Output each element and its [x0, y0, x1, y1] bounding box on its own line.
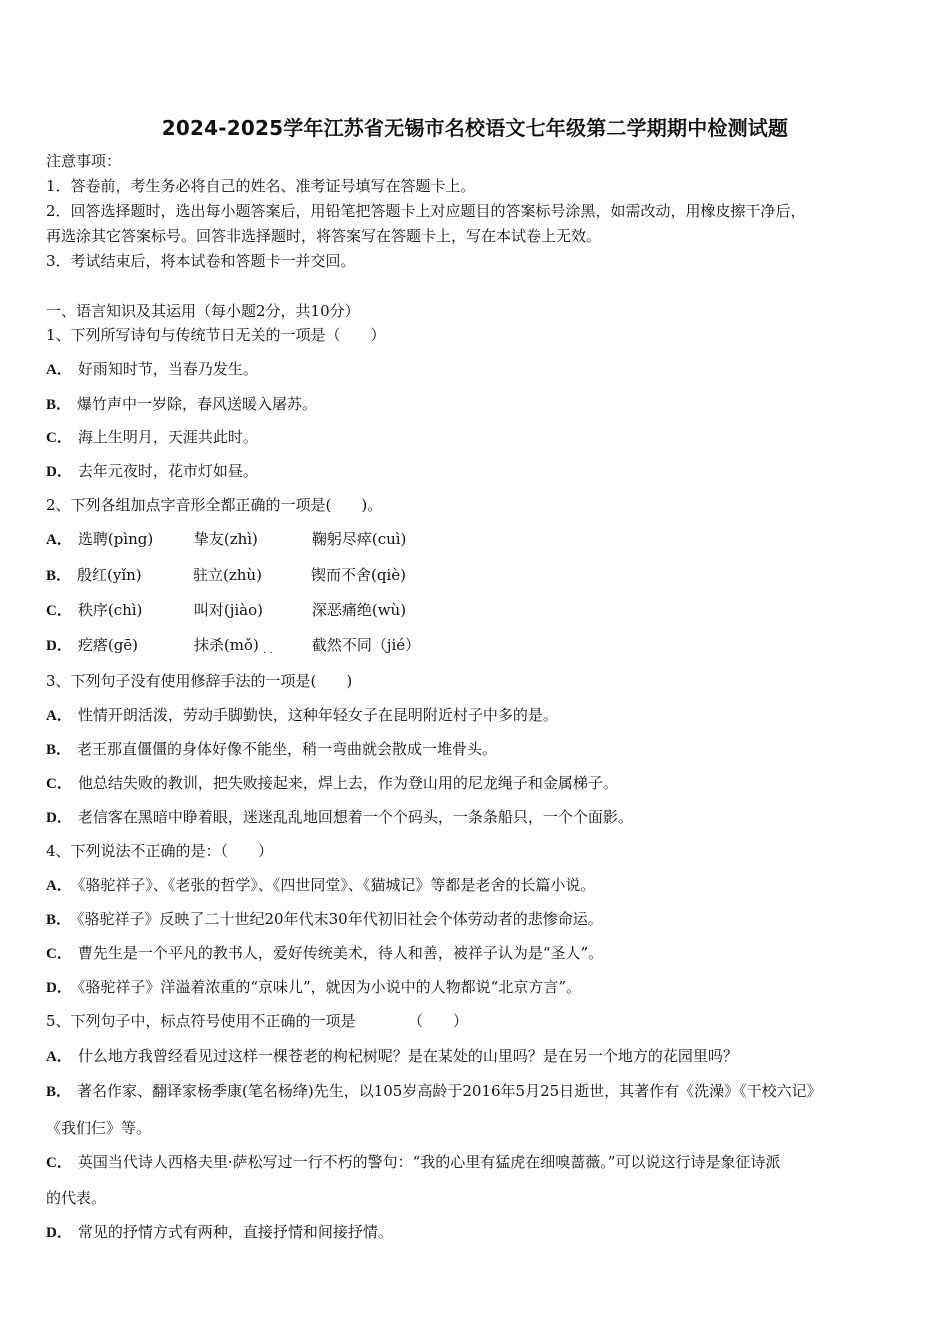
word-1: 疙瘩(gē) [77, 636, 139, 654]
q5-option-d [46, 1221, 906, 1244]
option-letter: A． [46, 532, 72, 548]
word-3: 截然不同（jié） [311, 636, 421, 654]
option-letter: B． [46, 568, 72, 584]
option-text: 去年元夜时，花市灯如昼。 [77, 462, 258, 480]
option-letter: C． [46, 430, 72, 446]
q1-option-d [46, 460, 906, 483]
notice-item-2-cont: 再选涂其它答案标号。回答非选择题时，将答案写在答题卡上，写在本试卷上无效。 [46, 227, 602, 245]
option-text: 爆竹声中一岁除，春风送暖入屠苏。 [77, 395, 318, 413]
option-letter: C． [46, 776, 72, 792]
option-text: 常见的抒情方式有两种，直接抒情和间接抒情。 [77, 1223, 393, 1241]
q5-option-b-cont: 《我们仨》等。 [46, 1119, 152, 1137]
q1-stem: 1、下列所写诗句与传统节日无关的一项是（ ） [46, 326, 386, 344]
word-1: 殷红(yǐn) [77, 566, 142, 584]
option-letter: C． [46, 603, 72, 619]
q4-option-d [46, 976, 906, 999]
notice-item-3: 3．考试结束后，将本试卷和答题卡一并交回。 [46, 252, 356, 270]
q5-option-a [46, 1045, 906, 1068]
word-1: 选聘(pìng) [77, 530, 154, 548]
option-letter: D． [46, 1225, 72, 1241]
option-letter: D． [46, 638, 72, 654]
option-text: 海上生明月，天涯共此时。 [77, 428, 258, 446]
option-text: 什么地方我曾经看见过这样一棵苍老的枸杞树呢？是在某处的山里吗？是在另一个地方的花园里吗？ [77, 1047, 738, 1065]
q3-option-b [46, 738, 906, 761]
q2-option-d [46, 634, 906, 657]
option-letter: A． [46, 708, 72, 724]
option-text: 著名作家、翻译家杨季康(笔名杨绛)先生，以105岁高龄于2016年5月25日逝世，其著作有《洗澡》《干校六记》 [77, 1082, 822, 1100]
option-letter: D． [46, 980, 72, 996]
notice-item-2: 2．回答选择题时，选出每小题答案后，用铅笔把答题卡上对应题目的答案标号涂黑，如需改动，用橡皮擦干净后， [46, 202, 806, 220]
option-letter: A． [46, 362, 72, 378]
word-2: 挚友(zhì) [193, 530, 258, 548]
section-heading: 一、语言知识及其运用（每小题2分，共10分） [46, 302, 360, 320]
option-text: 《骆驼祥子》反映了二十世纪20年代末30年代初旧社会个体劳动者的悲惨命运。 [77, 910, 603, 928]
q3-stem: 3、下列句子没有使用修辞手法的一项是( ) [46, 672, 353, 690]
q2-option-a [46, 528, 906, 551]
word-2: 抹杀(mǒ) [193, 636, 259, 654]
q4-option-b [46, 908, 906, 931]
q4-option-c [46, 942, 906, 965]
word-2: 叫对(jiào) [193, 601, 263, 619]
emphasis-dots: · · [263, 648, 273, 659]
notice-item-1: 1．答卷前，考生务必将自己的姓名、准考证号填写在答题卡上。 [46, 177, 476, 195]
q3-option-d [46, 806, 906, 829]
option-text: 《骆驼祥子》、《老张的哲学》、《四世同堂》、《猫城记》等都是老舍的长篇小说。 [77, 876, 596, 894]
option-text: 性情开朗活泼，劳动手脚勤快，这种年轻女子在昆明附近村子中多的是。 [77, 706, 558, 724]
option-text: 《骆驼祥子》洋溢着浓重的“京味儿”，就因为小说中的人物都说“北京方言”。 [77, 978, 582, 996]
option-letter: B． [46, 912, 72, 928]
q5-option-b [46, 1080, 906, 1103]
option-text: 老王那直僵僵的身体好像不能坐，稍一弯曲就会散成一堆骨头。 [77, 740, 498, 758]
word-3: 鞠躬尽瘁(cuì) [311, 530, 407, 548]
q5-option-c [46, 1151, 906, 1174]
option-letter: D． [46, 810, 72, 826]
option-letter: A． [46, 878, 72, 894]
word-3: 深恶痛绝(wù) [311, 601, 407, 619]
option-letter: B． [46, 742, 72, 758]
option-text: 好雨知时节，当春乃发生。 [77, 360, 258, 378]
q2-stem: 2、下列各组加点字音形全都正确的一项是( )。 [46, 496, 383, 514]
option-letter: C． [46, 946, 72, 962]
page-title: 2024-2025学年江苏省无锡市名校语文七年级第二学期期中检测试题 [161, 116, 789, 140]
option-letter: C． [46, 1155, 72, 1171]
q3-option-c [46, 772, 906, 795]
q1-option-b [46, 393, 906, 416]
option-letter: B． [46, 1084, 72, 1100]
option-text: 曹先生是一个平凡的教书人，爱好传统美术，待人和善，被祥子认为是“圣人”。 [77, 944, 604, 962]
q1-option-a [46, 358, 906, 381]
notice-heading: 注意事项： [46, 152, 122, 170]
q4-option-a [46, 874, 906, 897]
option-letter: D． [46, 464, 72, 480]
q5-stem: 5、下列句子中，标点符号使用不正确的一项是 （ ） [46, 1012, 469, 1030]
option-text: 老信客在黑暗中睁着眼，迷迷乱乱地回想着一个个码头，一条条船只，一个个面影。 [77, 808, 633, 826]
option-text: 英国当代诗人西格夫里·萨松写过一行不朽的警句：“我的心里有猛虎在细嗅蔷薇。”可以说这行诗是象征诗派 [77, 1153, 781, 1171]
word-3: 锲而不舍(qiè) [311, 566, 406, 584]
word-2: 驻立(zhù) [193, 566, 262, 584]
word-1: 秩序(chì) [77, 601, 143, 619]
option-text: 他总结失败的教训，把失败接起来，焊上去，作为登山用的尼龙绳子和金属梯子。 [77, 774, 618, 792]
option-letter: B． [46, 397, 72, 413]
q2-option-b [46, 564, 906, 587]
q4-stem: 4、下列说法不正确的是：（ ） [46, 842, 274, 860]
option-letter: A． [46, 1049, 72, 1065]
q3-option-a [46, 704, 906, 727]
q2-option-c [46, 599, 906, 622]
q5-option-c-cont: 的代表。 [46, 1189, 107, 1207]
q1-option-c [46, 426, 906, 449]
